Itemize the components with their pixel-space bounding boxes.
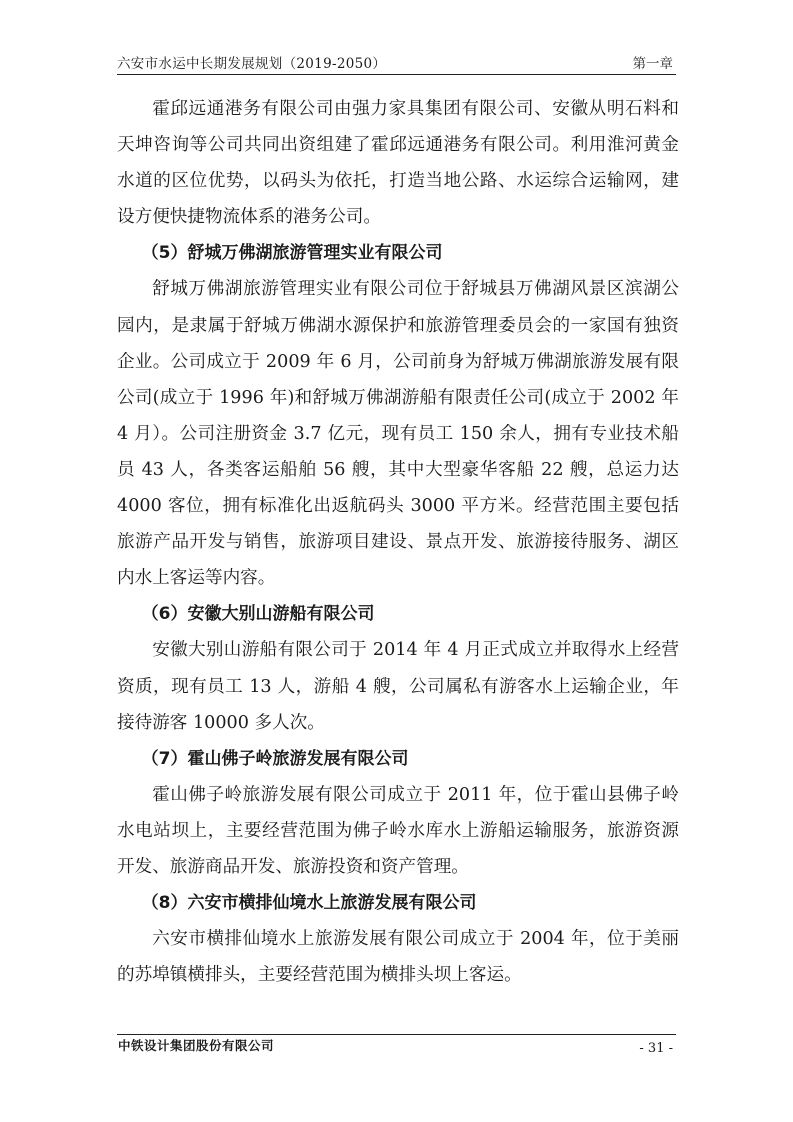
header-divider bbox=[117, 74, 676, 75]
section-heading-7: （7）霍山佛子岭旅游发展有限公司 bbox=[141, 748, 409, 769]
page-body bbox=[117, 91, 679, 993]
paragraph-huoqiu-port: 霍邱远通港务有限公司由强力家具集团有限公司、安徽从明石料和天坤咨询等公司共同出资组建了霍邱远通港务有限公司。利用淮河黄金水道的区位优势，以码头为依托，打造当地公路、水运综合运输网，建设方便快捷物流体系的港务公司。 bbox=[117, 99, 679, 228]
section-heading-8: （8）六安市横排仙境水上旅游发展有限公司 bbox=[141, 893, 477, 914]
footer-divider bbox=[117, 1034, 676, 1035]
section-heading-5: （5）舒城万佛湖旅游管理实业有限公司 bbox=[141, 243, 443, 264]
chapter-label: 第一章 bbox=[632, 56, 673, 72]
section-heading-6: （6）安徽大别山游船有限公司 bbox=[141, 604, 375, 625]
paragraph-hengpai: 六安市横排仙境水上旅游发展有限公司成立于 2004 年，位于美丽的苏埠镇横排头，主要经营范围为横排头坝上客运。 bbox=[117, 929, 679, 986]
paragraph-dabieshan: 安徽大别山游船有限公司于 2014 年 4 月正式成立并取得水上经营资质，现有员工 13 人，游船 4 艘，公司属私有游客水上运输企业，年接待游客 10000 多人次。 bbox=[117, 640, 679, 733]
paragraph-wanfohu: 舒城万佛湖旅游管理实业有限公司位于舒城县万佛湖风景区滨湖公园内，是隶属于舒城万佛湖水源保护和旅游管理委员会的一家国有独资企业。公司成立于 2009 年 6 月，公司前身为舒城万佛湖旅游发展有限公司(成立于 1996 年)和舒城万佛湖游船有限责任公司(成立于 2002 年 4 月）。公司注册资金 3.7 亿元，现有员工 150 余人，拥有专业技术船员 43 人，各类客运船舶 56 艘，其中大型豪华客船 22 艘，总运力达 4000 客位，拥有标准化出返航码头 3000 平方米。经营范围主要包括旅游产品开发与销售，旅游项目建设、景点开发、旅游接待服务、湖区内水上客运等内容。 bbox=[117, 279, 679, 589]
footer-company: 中铁设计集团股份有限公司 bbox=[118, 1038, 275, 1053]
page-header bbox=[117, 50, 676, 72]
document-title: 六安市水运中长期发展规划（2019-2050） bbox=[117, 56, 387, 72]
paragraph-foziling: 霍山佛子岭旅游发展有限公司成立于 2011 年，位于霍山县佛子岭水电站坝上，主要经营范围为佛子岭水库水上游船运输服务，旅游资源开发、旅游商品开发、旅游投资和资产管理。 bbox=[117, 784, 679, 877]
page-number: - 31 - bbox=[639, 1041, 673, 1056]
